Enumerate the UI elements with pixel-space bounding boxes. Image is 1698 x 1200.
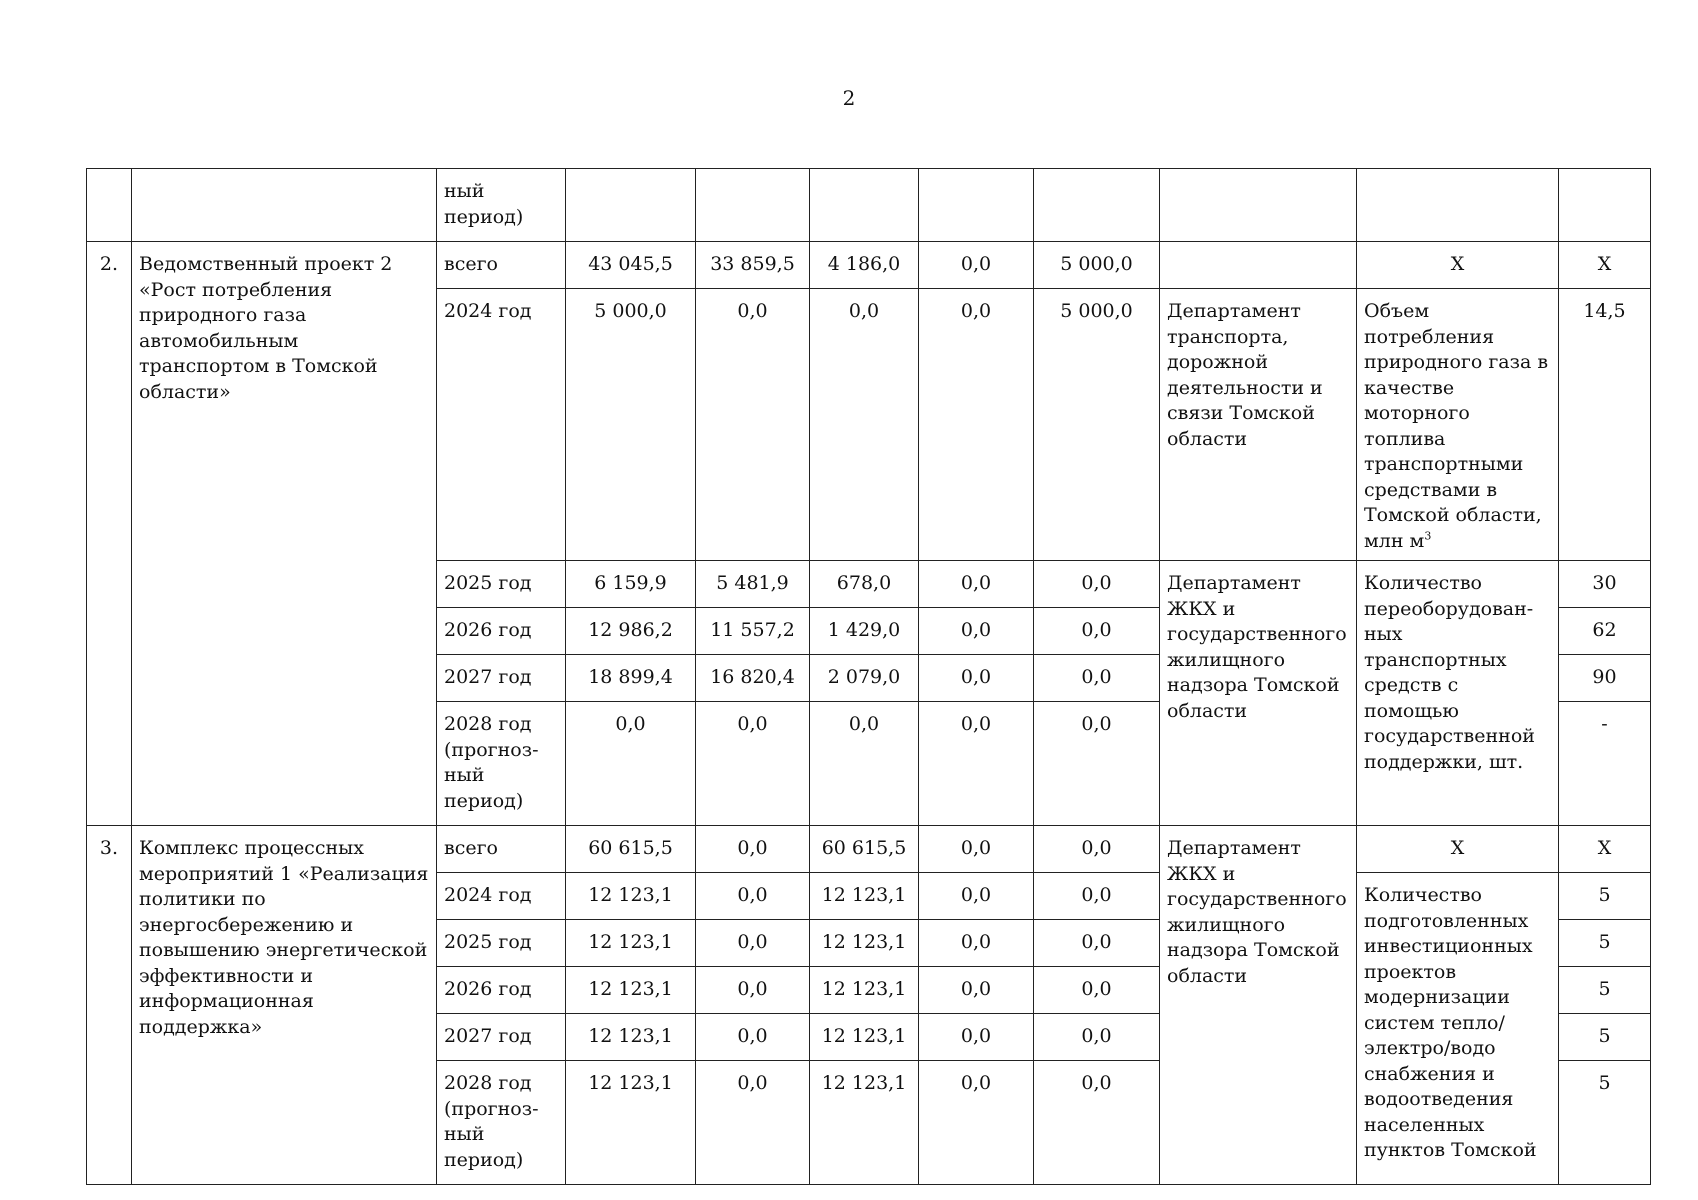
indicator-value: 30 [1559, 561, 1651, 608]
department-cell: Департамент транспорта, дорожной деятельности и связи Томской области [1160, 289, 1357, 561]
value-cell: 12 123,1 [566, 1061, 696, 1185]
period-cell: 2024 год [437, 289, 566, 561]
value-cell: 0,0 [1034, 920, 1160, 967]
indicator-value: 5 [1559, 920, 1651, 967]
value-cell: 0,0 [919, 967, 1034, 1014]
indicator-value: 5 [1559, 873, 1651, 920]
value-cell: 33 859,5 [696, 242, 810, 289]
value-cell: 0,0 [919, 920, 1034, 967]
indicator-cell: Количество переоборудован-ных транспортных средств с помощью государственной поддержки, шт. [1357, 561, 1559, 826]
value-cell: 678,0 [810, 561, 919, 608]
value-cell: 16 820,4 [696, 655, 810, 702]
value-cell: 0,0 [810, 289, 919, 561]
value-cell: 12 123,1 [566, 873, 696, 920]
value-cell: 60 615,5 [810, 826, 919, 873]
value-cell: 5 000,0 [1034, 289, 1160, 561]
value-cell: 0,0 [1034, 1061, 1160, 1185]
period-cell: 2026 год [437, 967, 566, 1014]
indicator-cell: Х [1357, 242, 1559, 289]
value-cell: 0,0 [919, 873, 1034, 920]
value-cell: 0,0 [696, 967, 810, 1014]
value-cell: 0,0 [696, 1014, 810, 1061]
table-row [87, 826, 1651, 873]
value-cell: 0,0 [696, 873, 810, 920]
indicator-value: 90 [1559, 655, 1651, 702]
row-number: 3. [87, 826, 132, 1185]
period-cell: 2026 год [437, 608, 566, 655]
indicator-value: 62 [1559, 608, 1651, 655]
indicator-value: Х [1559, 826, 1651, 873]
value-cell: 60 615,5 [566, 826, 696, 873]
value-cell: 12 986,2 [566, 608, 696, 655]
value-cell: 12 123,1 [810, 920, 919, 967]
project-name: Комплекс процессных мероприятий 1 «Реализация политики по энергосбережению и повышению энергетической эффективности и информационная поддержка» [132, 826, 437, 1185]
indicator-value: - [1559, 702, 1651, 826]
period-cell: 2025 год [437, 920, 566, 967]
value-cell: 0,0 [810, 702, 919, 826]
value-cell: 12 123,1 [566, 967, 696, 1014]
value-cell: 12 123,1 [566, 920, 696, 967]
value-cell: 0,0 [919, 826, 1034, 873]
value-cell: 0,0 [1034, 826, 1160, 873]
table-row [87, 169, 1651, 242]
indicator-cell: Объем потребления природного газа в качестве моторного топлива транспортными средствами в Томской области, млн $м^3$ [1357, 289, 1559, 561]
value-cell: 0,0 [919, 702, 1034, 826]
value-cell: 1 429,0 [810, 608, 919, 655]
value-cell: 0,0 [919, 1014, 1034, 1061]
period-cell: 2028 год (прогноз-ный период) [437, 1061, 566, 1185]
value-cell: 6 159,9 [566, 561, 696, 608]
period-cell: 2025 год [437, 561, 566, 608]
value-cell: 12 123,1 [810, 873, 919, 920]
value-cell: 0,0 [1034, 1014, 1160, 1061]
value-cell: 0,0 [1034, 655, 1160, 702]
row-number: 2. [87, 242, 132, 826]
value-cell: 0,0 [696, 1061, 810, 1185]
value-cell: 0,0 [919, 655, 1034, 702]
value-cell: 0,0 [1034, 702, 1160, 826]
value-cell: 5 481,9 [696, 561, 810, 608]
value-cell: 0,0 [1034, 608, 1160, 655]
budget-table [86, 168, 1651, 1185]
indicator-cell: Х [1357, 826, 1559, 873]
value-cell: 5 000,0 [1034, 242, 1160, 289]
value-cell: 2 079,0 [810, 655, 919, 702]
period-cell: всего [437, 826, 566, 873]
value-cell: 4 186,0 [810, 242, 919, 289]
period-cell: 2027 год [437, 1014, 566, 1061]
value-cell: 0,0 [1034, 561, 1160, 608]
value-cell: 5 000,0 [566, 289, 696, 561]
period-cell: 2028 год (прогноз-ный период) [437, 702, 566, 826]
page-number: 2 [842, 86, 856, 110]
period-cell: 2024 год [437, 873, 566, 920]
value-cell: 0,0 [919, 242, 1034, 289]
period-cell: всего [437, 242, 566, 289]
value-cell: 0,0 [1034, 873, 1160, 920]
value-cell: 12 123,1 [810, 967, 919, 1014]
indicator-value: 14,5 [1559, 289, 1651, 561]
value-cell: 0,0 [696, 826, 810, 873]
value-cell: 11 557,2 [696, 608, 810, 655]
indicator-value: 5 [1559, 1061, 1651, 1185]
value-cell: 0,0 [566, 702, 696, 826]
value-cell: 0,0 [696, 920, 810, 967]
department-cell: Департамент ЖКХ и государственного жилищного надзора Томской области [1160, 826, 1357, 1185]
table-row [87, 242, 1651, 289]
value-cell: 0,0 [1034, 967, 1160, 1014]
indicator-cell: Количество подготовленных инвестиционных проектов модернизации систем тепло/электро/водо снабжения и водоотведения населенных пунктов Томской [1357, 873, 1559, 1185]
value-cell: 12 123,1 [566, 1014, 696, 1061]
value-cell: 12 123,1 [810, 1014, 919, 1061]
indicator-value: 5 [1559, 967, 1651, 1014]
period-cell: 2027 год [437, 655, 566, 702]
value-cell: 0,0 [696, 702, 810, 826]
value-cell: 0,0 [696, 289, 810, 561]
value-cell: 0,0 [919, 1061, 1034, 1185]
value-cell: 0,0 [919, 608, 1034, 655]
value-cell: 0,0 [919, 561, 1034, 608]
value-cell: 18 899,4 [566, 655, 696, 702]
value-cell: 12 123,1 [810, 1061, 919, 1185]
value-cell: 0,0 [919, 289, 1034, 561]
value-cell: 43 045,5 [566, 242, 696, 289]
department-cell: Департамент ЖКХ и государственного жилищного надзора Томской области [1160, 561, 1357, 826]
project-name: Ведомственный проект 2 «Рост потребления природного газа автомобильным транспортом в Томской области» [132, 242, 437, 826]
indicator-value: 5 [1559, 1014, 1651, 1061]
period-cell: ный период) [437, 169, 566, 242]
indicator-value: Х [1559, 242, 1651, 289]
